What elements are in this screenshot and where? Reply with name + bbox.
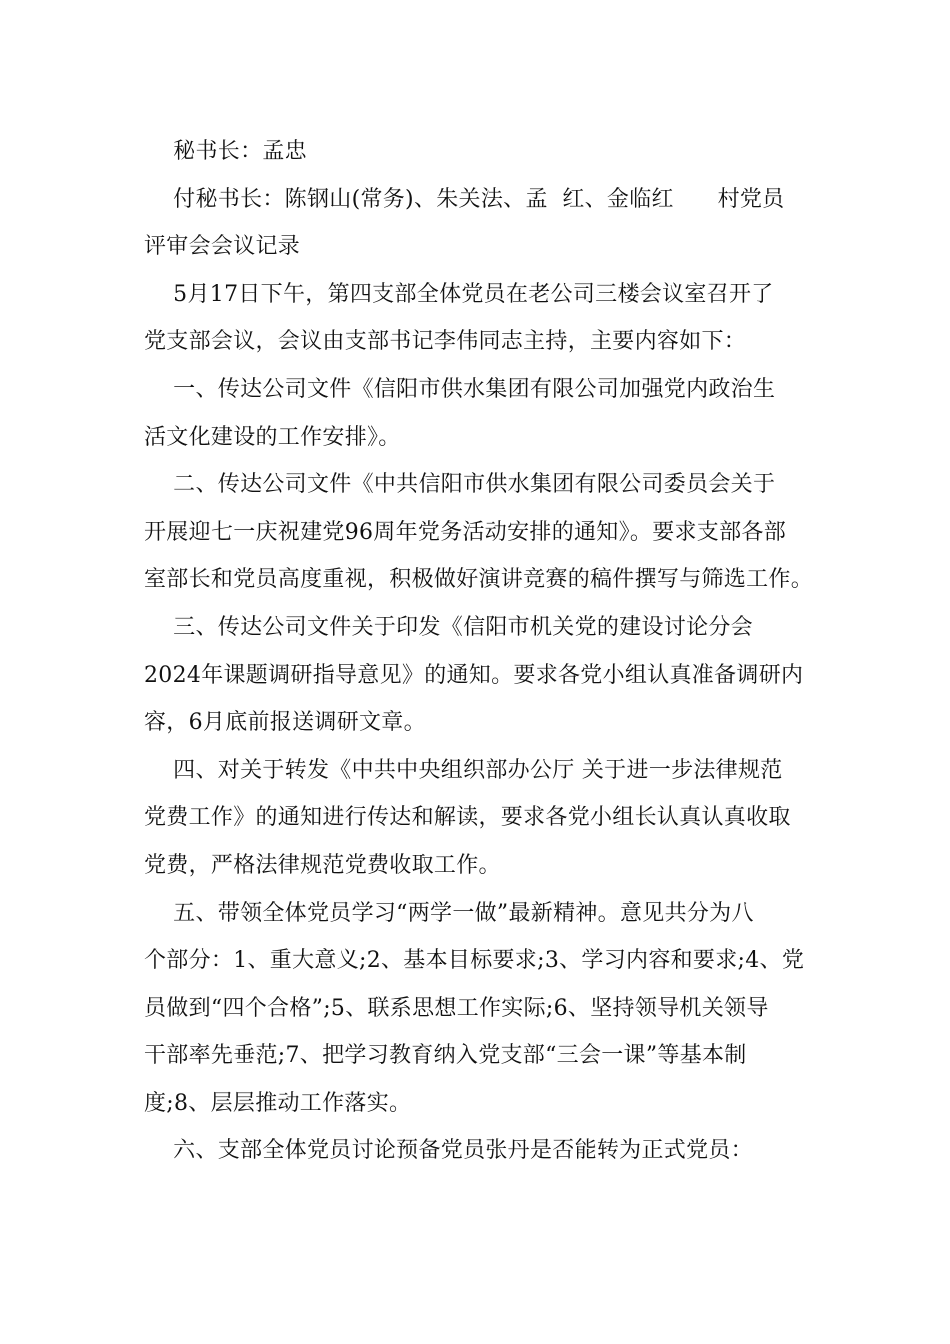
text-line: 二、传达公司文件《中共信阳市供水集团有限公司委员会关于 bbox=[144, 472, 776, 498]
text-line: 5月17日下午，第四支部全体党员在老公司三楼会议室召开了 bbox=[144, 281, 774, 307]
text-line: 开展迎七一庆祝建党96周年党务活动安排的通知》。要求支部各部 bbox=[144, 519, 786, 545]
text-line: 三、传达公司文件关于印发《信阳市机关党的建设讨论分会 bbox=[144, 614, 753, 640]
document-body bbox=[144, 128, 814, 1175]
text-line: 六、支部全体党员讨论预备党员张丹是否能转为正式党员： bbox=[144, 1138, 753, 1164]
text-line: 五、带领全体党员学习“两学一做”最新精神。意见共分为八 bbox=[144, 900, 754, 926]
text-line: 室部长和党员高度重视，积极做好演讲竞赛的稿件撰写与筛选工作。 bbox=[144, 567, 814, 593]
text-line: 党支部会议，会议由支部书记李伟同志主持，主要内容如下： bbox=[144, 329, 747, 355]
text-line: 员做到“四个合格”;5、联系思想工作实际;6、坚持领导机关领导 bbox=[144, 995, 769, 1021]
text-line: 秘书长：孟忠 bbox=[144, 139, 307, 164]
text-line: 活文化建设的工作安排》。 bbox=[144, 424, 401, 450]
text-line: 一、传达公司文件《信阳市供水集团有限公司加强党内政治生 bbox=[144, 376, 776, 402]
text-line: 党费，严格法律规范党费收取工作。 bbox=[144, 852, 501, 878]
text-line: 个部分：1、重大意义;2、基本目标要求;3、学习内容和要求;4、党 bbox=[144, 948, 805, 974]
text-line: 度;8、层层推动工作落实。 bbox=[144, 1090, 412, 1116]
text-line: 党费工作》的通知进行传达和解读，要求各党小组长认真认真收取 bbox=[144, 805, 791, 831]
text-line: 评审会会议记录 bbox=[144, 234, 301, 260]
text-line: 容，6月底前报送调研文章。 bbox=[144, 710, 426, 736]
text-line: 付秘书长：陈钢山(常务)、朱关法、孟 红、金临红 村党员 bbox=[144, 186, 785, 212]
text-line: 干部率先垂范;7、把学习教育纳入党支部“三会一课”等基本制 bbox=[144, 1043, 747, 1069]
text-line: 2024年课题调研指导意见》的通知。要求各党小组认真准备调研内 bbox=[144, 662, 804, 688]
text-line: 四、对关于转发《中共中央组织部办公厅 关于进一步法律规范 bbox=[144, 757, 783, 783]
